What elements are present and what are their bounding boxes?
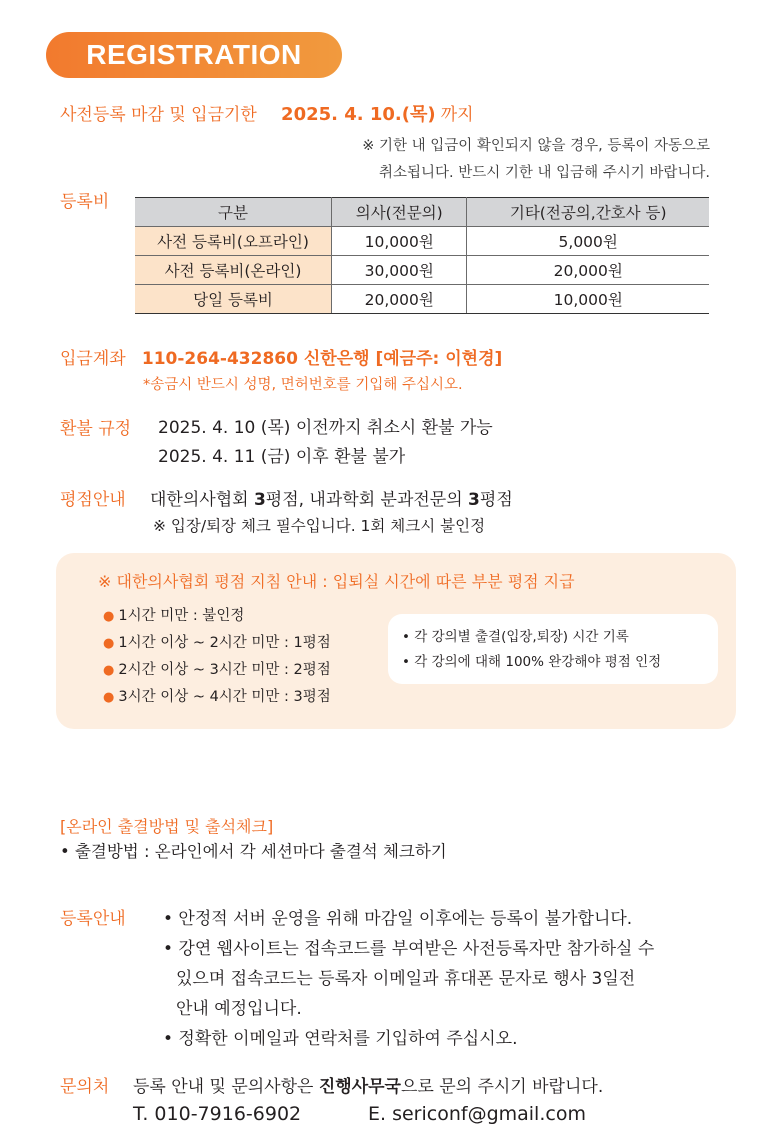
online-title: [온라인 출결방법 및 출석체크] [60, 817, 274, 836]
contact-text: 으로 문의 주시기 바랍니다. [400, 1077, 604, 1097]
list-item: 있으며 접속코드는 등록자 이메일과 휴대폰 문자로 행사 3일전 [176, 969, 636, 989]
list-item [103, 684, 331, 711]
list-item-text: 1시간 미만 : 불인정 [118, 608, 245, 624]
list-item-text: 3시간 이상 ~ 4시간 미만 : 3평점 [118, 689, 331, 705]
deadline-suffix: 까지 [440, 105, 474, 125]
list-item: 안내 예정입니다. [176, 999, 302, 1019]
credit-label: 평점안내 [60, 490, 126, 510]
list-item-text: 2시간 이상 ~ 3시간 미만 : 2평점 [118, 662, 331, 678]
refund-line2: 2025. 4. 11 (금) 이후 환불 불가 [158, 447, 406, 467]
fee-label: 등록비 [60, 192, 110, 212]
fee-header-cell: 구분 [135, 198, 332, 227]
account-label: 입금계좌 [60, 349, 126, 369]
contact-text: 등록 안내 및 문의사항은 [133, 1077, 319, 1097]
fee-cell: 10,000원 [467, 285, 709, 314]
contact-label: 문의처 [60, 1077, 110, 1097]
fee-header-cell: 기타(전공의,간호사 등) [467, 198, 709, 227]
bullet-icon: ● [103, 690, 115, 705]
contact-line [133, 1072, 603, 1097]
credit-number: 3 [253, 490, 266, 510]
table-row [135, 256, 709, 285]
credit-text: 평점 [479, 490, 513, 510]
list-item [103, 603, 331, 630]
contact-office: 진행사무국 [318, 1077, 401, 1097]
guide-note: • 각 강의별 출결(입장,퇴장) 시간 기록 [402, 629, 629, 645]
deadline-note-line1: ※ 기한 내 입금이 확인되지 않을 경우, 등록이 자동으로 [362, 138, 710, 154]
deadline-row [60, 100, 474, 126]
credit-line2: ※ 입장/퇴장 체크 필수입니다. 1회 체크시 불인정 [153, 517, 486, 535]
fee-cell: 30,000원 [332, 256, 467, 285]
account-row [60, 344, 502, 369]
credit-text: 대한의사협회 [150, 490, 254, 510]
guide-title: ※ 대한의사협회 평점 지침 안내 : 입퇴실 시간에 따른 부분 평점 지급 [98, 572, 575, 591]
fee-cell: 5,000원 [467, 227, 709, 256]
guide-notes [402, 625, 661, 675]
refund-line1: 2025. 4. 10 (목) 이전까지 취소시 환불 가능 [158, 418, 493, 438]
bullet-icon: ● [103, 663, 115, 678]
credit-text: 평점, 내과학회 분과전문의 [265, 490, 469, 510]
list-item [103, 630, 331, 657]
fee-category: 사전 등록비(온라인) [135, 256, 332, 285]
credit-line1 [150, 485, 513, 510]
list-item [103, 657, 331, 684]
table-row [135, 285, 709, 314]
deadline-date: 2025. 4. 10.(목) [281, 104, 436, 125]
fee-table [135, 197, 709, 314]
bullet-icon: ● [103, 636, 115, 651]
contact-email: E. sericonf@gmail.com [368, 1103, 586, 1125]
fee-table-header [135, 198, 709, 227]
fee-cell: 20,000원 [332, 285, 467, 314]
credit-number: 3 [468, 490, 480, 510]
table-row [135, 227, 709, 256]
fee-category: 당일 등록비 [135, 285, 332, 314]
list-item: • 강연 웹사이트는 접속코드를 부여받은 사전등록자만 참가하실 수 [163, 939, 655, 959]
registration-badge: REGISTRATION [46, 32, 342, 78]
account-note: *송금시 반드시 성명, 면허번호를 기입해 주십시오. [143, 377, 463, 393]
account-value: 110-264-432860 신한은행 [예금주: 이현경] [141, 349, 503, 369]
refund-text [158, 414, 493, 472]
list-item: • 안정적 서버 운영을 위해 마감일 이후에는 등록이 불가합니다. [163, 909, 633, 929]
reg-guide-list [163, 904, 654, 1054]
deadline-note [362, 133, 710, 187]
bullet-icon: ● [103, 609, 115, 624]
guide-note: • 각 강의에 대해 100% 완강해야 평점 인정 [402, 654, 662, 670]
contact-phone: T. 010-7916-6902 [133, 1103, 302, 1125]
fee-header-cell: 의사(전문의) [332, 198, 467, 227]
reg-guide-label: 등록안내 [60, 909, 126, 929]
refund-label: 환불 규정 [60, 419, 132, 439]
deadline-note-line2: 취소됩니다. 반드시 기한 내 입금해 주시기 바랍니다. [378, 165, 710, 181]
list-item-text: 1시간 이상 ~ 2시간 미만 : 1평점 [118, 635, 331, 651]
fee-cell: 20,000원 [467, 256, 709, 285]
fee-cell: 10,000원 [332, 227, 467, 256]
list-item: • 정확한 이메일과 연락처를 기입하여 주십시오. [163, 1029, 518, 1049]
deadline-label: 사전등록 마감 및 입금기한 [60, 105, 257, 125]
online-line: • 출결방법 : 온라인에서 각 세션마다 출결석 체크하기 [60, 842, 447, 861]
fee-category: 사전 등록비(오프라인) [135, 227, 332, 256]
guide-bullet-list [103, 603, 331, 711]
